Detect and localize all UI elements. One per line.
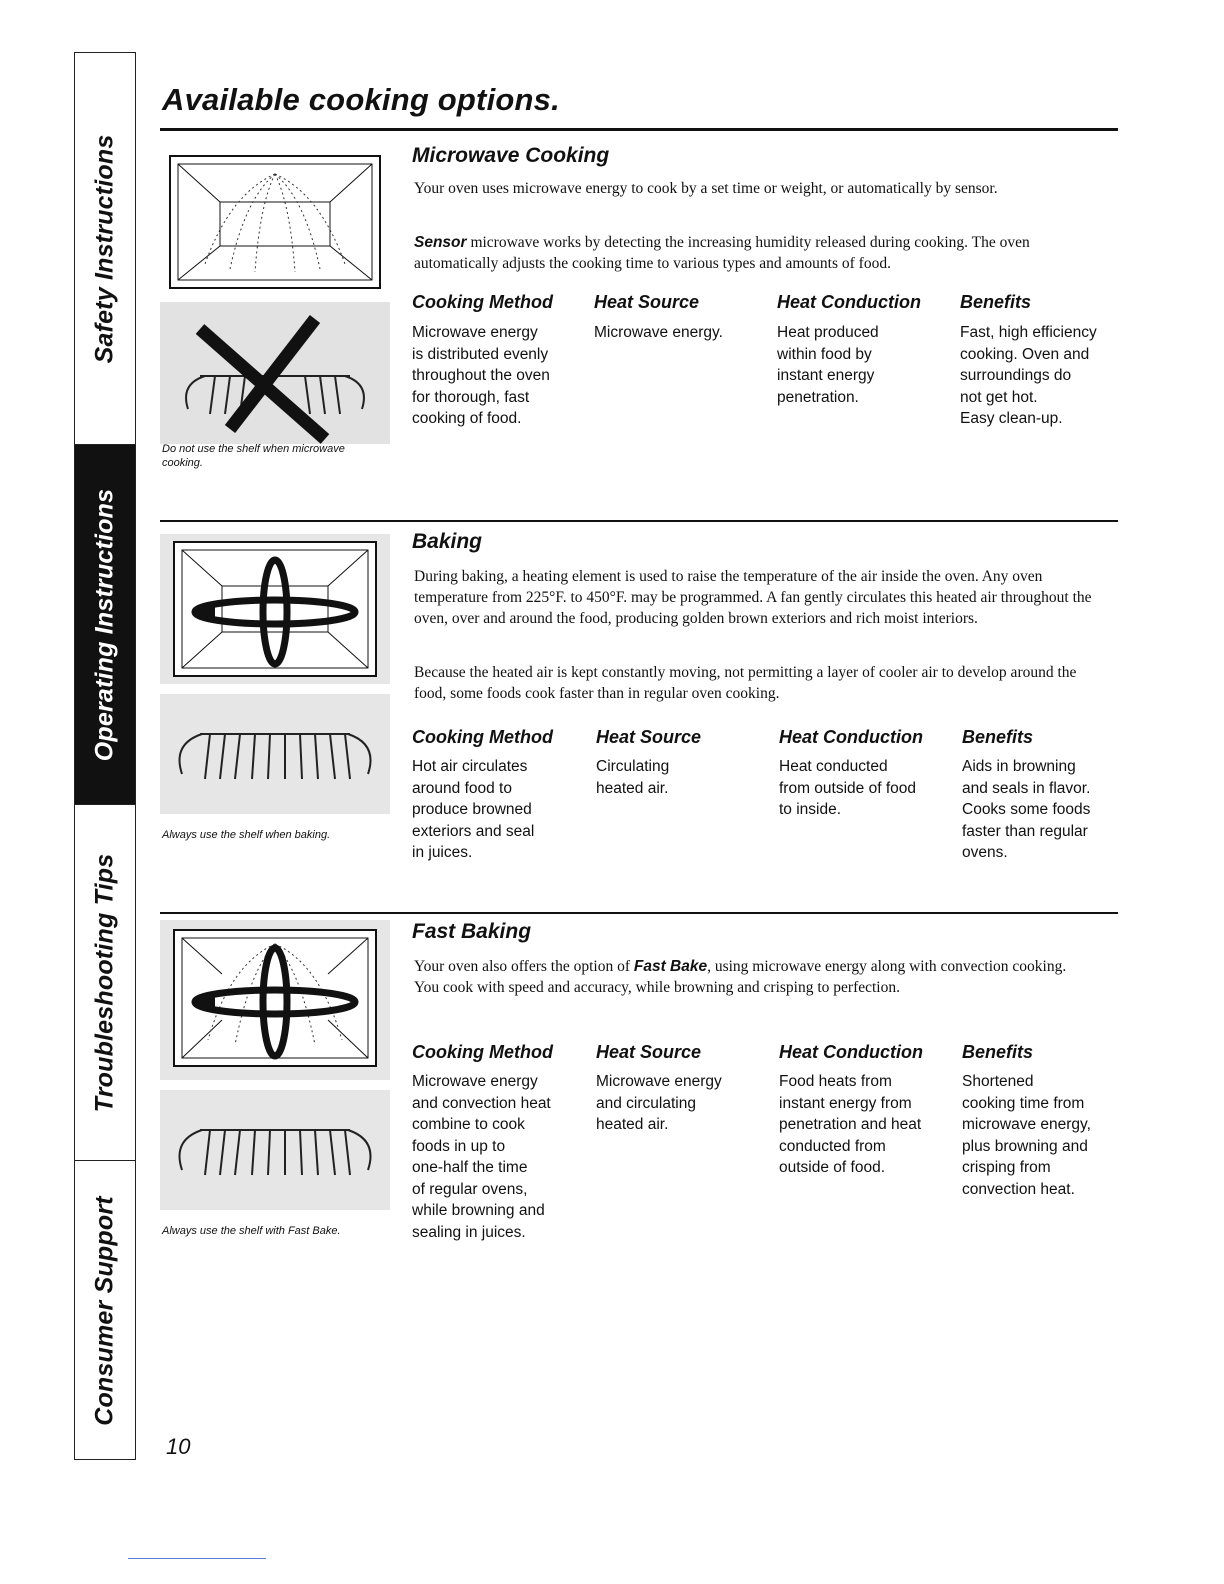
benefits-text: Shortened cooking time from microwave energy, plus browning and crisping from convection heat.: [962, 1073, 1091, 1198]
method-text: Microwave energy is distributed evenly throughout the oven for thorough, fast cooking of food.: [412, 324, 550, 427]
conduction-text: Heat conducted from outside of food to inside.: [779, 758, 916, 818]
section-paragraph: Because the heated air is kept constantly moving, not permitting a layer of cooler air to develop around the food, some foods cook faster than in regular oven cooking.: [414, 664, 1077, 702]
section-title: Fast Baking: [412, 920, 532, 943]
column-header-conduction: Heat Conduction: [779, 1042, 923, 1062]
tab-operating-instructions[interactable]: [75, 444, 135, 804]
figure-caption: Do not use the shelf when microwave cooking.: [162, 443, 345, 469]
page-number: 10: [166, 1434, 191, 1459]
method-text: Hot air circulates around food to produce browned exteriors and seal in juices.: [412, 758, 535, 861]
column-header-source: Heat Source: [596, 727, 702, 747]
title-divider: [160, 128, 1118, 131]
section-title: Baking: [412, 530, 483, 553]
tab-label: Safety Instructions: [90, 134, 119, 363]
tab-label: Troubleshooting Tips: [90, 853, 119, 1112]
benefits-text: Fast, high efficiency cooking. Oven and surroundings do not get hot. Easy clean-up.: [960, 324, 1097, 427]
benefits-text: Aids in browning and seals in flavor. Cooks some foods faster than regular ovens.: [962, 758, 1091, 861]
tab-safety-instructions[interactable]: [75, 52, 135, 444]
source-text: Microwave energy.: [594, 324, 723, 341]
column-header-conduction: Heat Conduction: [777, 292, 921, 312]
section-paragraph: During baking, a heating element is used to raise the temperature of the air inside the oven. Any oven temperature from 225°F. to 450°F. may be programmed. A fan gently circulates this heated air throughout the oven, over and around the food, producing golden brown exteriors and rich moist interiors.: [414, 568, 1092, 627]
source-text: Circulating heated air.: [596, 758, 670, 797]
column-header-source: Heat Source: [596, 1042, 702, 1062]
column-header-conduction: Heat Conduction: [779, 727, 923, 747]
figure-caption: Always use the shelf with Fast Bake.: [162, 1225, 341, 1237]
section-fast-baking: [160, 912, 1118, 1262]
source-text: Microwave energy and circulating heated air.: [596, 1073, 722, 1133]
section-divider: [160, 912, 1118, 914]
column-header-method: Cooking Method: [412, 292, 553, 312]
figure-caption: Always use the shelf when baking.: [162, 829, 331, 841]
column-header-benefits: Benefits: [962, 727, 1034, 747]
conduction-text: Heat produced within food by instant energy penetration.: [777, 324, 879, 406]
column-header-source: Heat Source: [594, 292, 700, 312]
footer-line: [128, 1558, 266, 1559]
section-title: Microwave Cooking: [412, 144, 610, 167]
tab-troubleshooting-tips[interactable]: [75, 804, 135, 1160]
column-header-method: Cooking Method: [412, 1042, 553, 1062]
column-header-method: Cooking Method: [412, 727, 553, 747]
method-text: Microwave energy and convection heat combine to cook foods in up to one-half the time of regular ovens, while browning and sealing in juices.: [412, 1073, 551, 1241]
microwave-no-shelf-illustration: [160, 154, 390, 459]
fast-bake-illustration: [160, 920, 390, 1220]
section-paragraph: Your oven also offers the option of Fast Bake, using microwave energy along with convection cooking. You cook with speed and accuracy, while browning and crisping to perfection.: [414, 958, 1067, 996]
section-paragraph: Sensor microwave works by detecting the increasing humidity released during cooking. The oven automatically adjusts the cooking time to various types and amounts of food.: [414, 234, 1030, 272]
column-header-benefits: Benefits: [962, 1042, 1034, 1062]
section-divider: [160, 520, 1118, 522]
section-paragraph: Your oven uses microwave energy to cook by a set time or weight, or automatically by sensor.: [414, 180, 998, 197]
sidebar-tabs: [74, 52, 136, 1460]
baking-convection-illustration: [160, 534, 390, 829]
conduction-text: Food heats from instant energy from penetration and heat conducted from outside of food.: [779, 1073, 922, 1176]
section-baking: [160, 520, 1118, 900]
tab-label: Operating Instructions: [90, 488, 119, 761]
page-title: Available cooking options.: [162, 82, 560, 117]
column-header-benefits: Benefits: [960, 292, 1032, 312]
tab-label: Consumer Support: [90, 1195, 119, 1426]
tab-consumer-support[interactable]: [75, 1160, 135, 1460]
section-microwave-cooking: [160, 132, 1118, 492]
